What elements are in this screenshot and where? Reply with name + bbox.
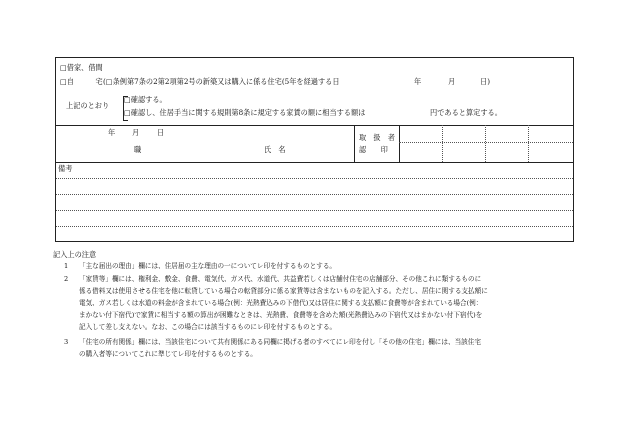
expiry-year-label: 年 bbox=[414, 77, 422, 86]
note-3-num: 3 bbox=[64, 338, 69, 346]
remarks-line-4 bbox=[56, 226, 573, 227]
cert-grid-dot1 bbox=[442, 125, 443, 162]
note-2-line-2: 係る借料又は使用させる住宅を他に転貸している場合の転貸部分に係る家賃等は含まないものを記入する。ただし、居住に関する支払額に bbox=[79, 287, 488, 295]
remarks-line-3 bbox=[56, 210, 573, 211]
remarks-label: 備考 bbox=[58, 164, 73, 173]
housing-rental-checkbox[interactable]: □借家、借間 bbox=[60, 63, 103, 72]
date-day-label: 日 bbox=[157, 128, 165, 137]
note-2-line-1: 「家賃等」欄には、権利金、敷金、食費、電気代、ガス代、水道代、共益費若しくは店舗付住宅の店舗部分、その他これに類するものに bbox=[79, 275, 482, 283]
expiry-month-label: 月 bbox=[448, 77, 456, 86]
note-3-line-2: の購入者等についてこれに準じてレ印を付するものとする。 bbox=[79, 350, 257, 358]
expiry-day-label: 日) bbox=[480, 77, 490, 86]
note-2-line-3: 電気、ガス若しくは水道の料金が含まれている場合(例：光熱費込みの下借代)又は居住に関する支払額に食費等が含まれている場合(例： bbox=[79, 299, 483, 307]
above-label: 上記のとおり bbox=[66, 101, 110, 110]
note-1-line-1: 「主な届出の理由」欄には、住居届の主な理由の一についてレ印を付するものとする。 bbox=[79, 262, 337, 270]
note-2-line-4: まかない付下宿代)で家賃に相当する額の算出が困難なときは、光熱費、食費等を含めた額(光熱費込みの下宿代又はまかない付下宿代)を bbox=[79, 311, 483, 319]
confirm-option-2[interactable]: □確認し、住居手当に関する規則第8条に規定する家賃の額に相当する額は bbox=[124, 108, 366, 117]
cert-grid-left bbox=[354, 125, 355, 162]
cert-grid-dot2 bbox=[485, 125, 486, 162]
cert-grid-dot3 bbox=[528, 125, 529, 162]
section-divider-top bbox=[56, 125, 573, 126]
remarks-line-2 bbox=[56, 194, 573, 195]
cert-grid-mid bbox=[399, 125, 400, 162]
confirm-option-2-tail: 円であると算定する。 bbox=[430, 108, 502, 117]
note-2-num: 2 bbox=[64, 275, 69, 283]
cert-label: 認 印 bbox=[359, 145, 388, 154]
cert-grid-hdot bbox=[399, 142, 573, 143]
confirm-option-1[interactable]: □確認する。 bbox=[124, 95, 167, 104]
handler-label: 取 扱 者 bbox=[359, 133, 395, 142]
housing-own-checkbox[interactable]: □自 宅 bbox=[60, 77, 103, 86]
note-1-num: 1 bbox=[64, 262, 69, 270]
post-label: 職 bbox=[134, 145, 142, 154]
date-year-label: 年 bbox=[108, 128, 116, 137]
remarks-line-1 bbox=[56, 178, 573, 179]
note-2-line-5: 記入して差し支えない。なお、この場合には該当するものにレ印を付するものとする。 bbox=[79, 323, 337, 331]
date-month-label: 月 bbox=[132, 128, 140, 137]
section-divider-remarks bbox=[56, 162, 573, 163]
notes-title: 記入上の注意 bbox=[53, 250, 97, 259]
note-3-line-1: 「住宅の所有関係」欄には、当該住宅について共有関係にある同欄に掲げる者のすべてにレ印を付し「その他の住宅」欄には、当該住宅 bbox=[79, 338, 481, 346]
name-label: 氏 名 bbox=[264, 145, 286, 154]
housing-own-detail[interactable]: (□条例第7条の2第2項第2号の新築又は購入に係る住宅(5年を経過する日 bbox=[103, 77, 340, 86]
